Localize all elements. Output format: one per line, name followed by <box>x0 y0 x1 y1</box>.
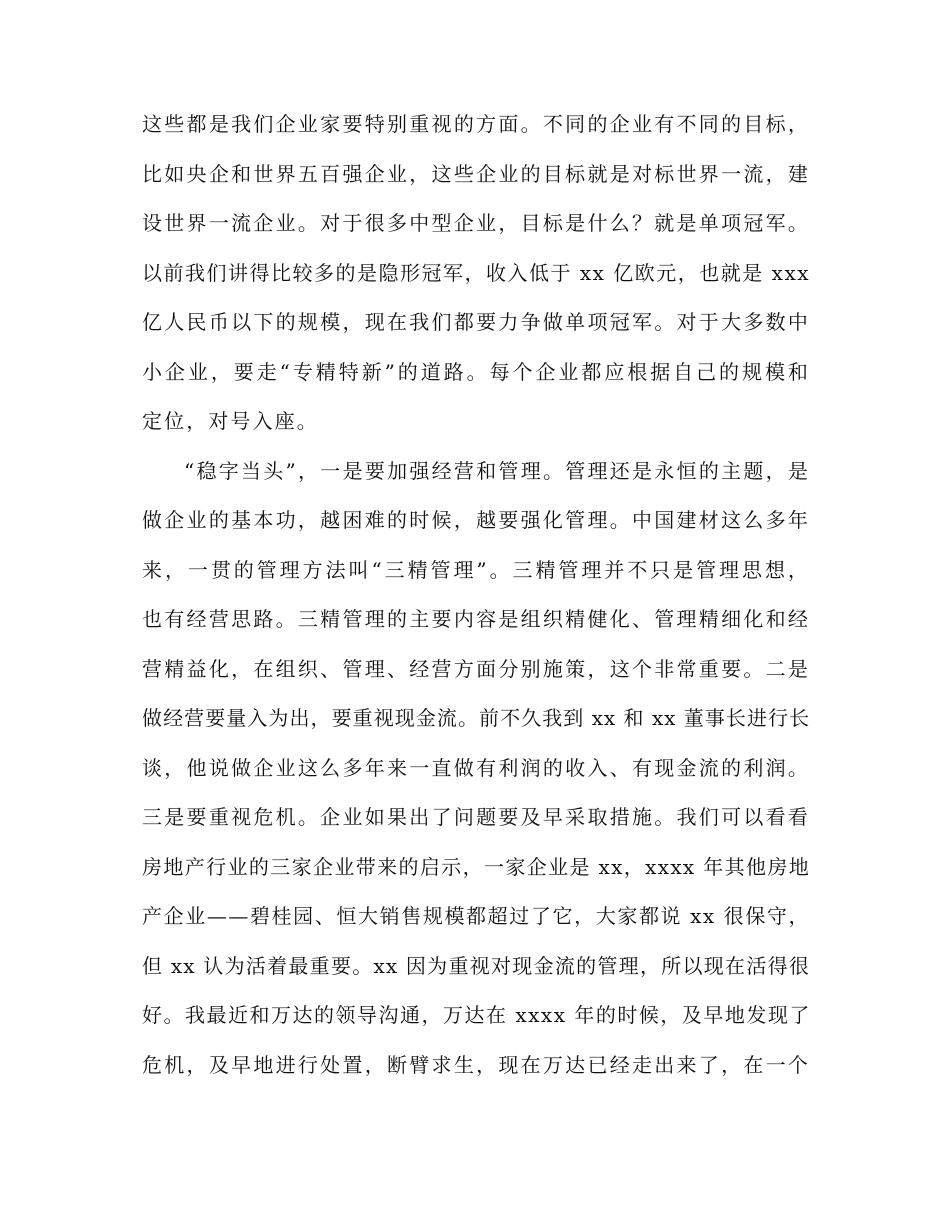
text-line: 产企业——碧桂园、恒大销售规模都超过了它，大家都说 xx 很保守， <box>142 904 810 928</box>
document-body <box>142 100 810 1090</box>
text-line: 设世界一流企业。对于很多中型企业，目标是什么？就是单项冠军。 <box>142 211 810 235</box>
text-line: 做经营要量入为出，要重视现金流。前不久我到 xx 和 xx 董事长进行长 <box>142 706 810 730</box>
text-line: 这些都是我们企业家要特别重视的方面。不同的企业有不同的目标， <box>142 112 810 136</box>
text-line: 房地产行业的三家企业带来的启示，一家企业是 xx，xxxx 年其他房地 <box>142 854 810 879</box>
text-line: 以前我们讲得比较多的是隐形冠军，收入低于 xx 亿欧元，也就是 xxx <box>142 260 810 285</box>
text-line: 谈，他说做企业这么多年来一直做有利润的收入、有现金流的利润。 <box>142 755 810 780</box>
text-line: 做企业的基本功，越困难的时候，越要强化管理。中国建材这么多年 <box>142 508 810 532</box>
text-line: 好。我最近和万达的领导沟通，万达在 xxxx 年的时候，及早地发现了 <box>142 1003 811 1027</box>
text-line: 小企业，要走“专精特新”的道路。每个企业都应根据自己的规模和 <box>142 359 810 384</box>
text-line: 来，一贯的管理方法叫“三精管理”。三精管理并不只是管理思想， <box>142 557 810 582</box>
text-line: 危机，及早地进行处置，断臂求生，现在万达已经走出来了，在一个 <box>142 1052 810 1077</box>
text-line: 营精益化，在组织、管理、经营方面分别施策，这个非常重要。二是 <box>142 656 810 681</box>
text-line: 也有经营思路。三精管理的主要内容是组织精健化、管理精细化和经 <box>142 607 810 631</box>
text-line: 比如央企和世界五百强企业，这些企业的目标就是对标世界一流，建 <box>142 161 810 186</box>
text-line: 三是要重视危机。企业如果出了问题要及早采取措施。我们可以看看 <box>142 805 810 829</box>
text-line-paragraph-start: “稳字当头”，一是要加强经营和管理。管理还是永恒的主题，是 <box>184 458 810 483</box>
text-line: 但 xx 认为活着最重要。xx 因为重视对现金流的管理，所以现在活得很 <box>142 953 810 978</box>
text-line: 亿人民币以下的规模，现在我们都要力争做单项冠军。对于大多数中 <box>142 310 810 334</box>
text-line-paragraph-end: 定位，对号入座。 <box>142 409 319 433</box>
